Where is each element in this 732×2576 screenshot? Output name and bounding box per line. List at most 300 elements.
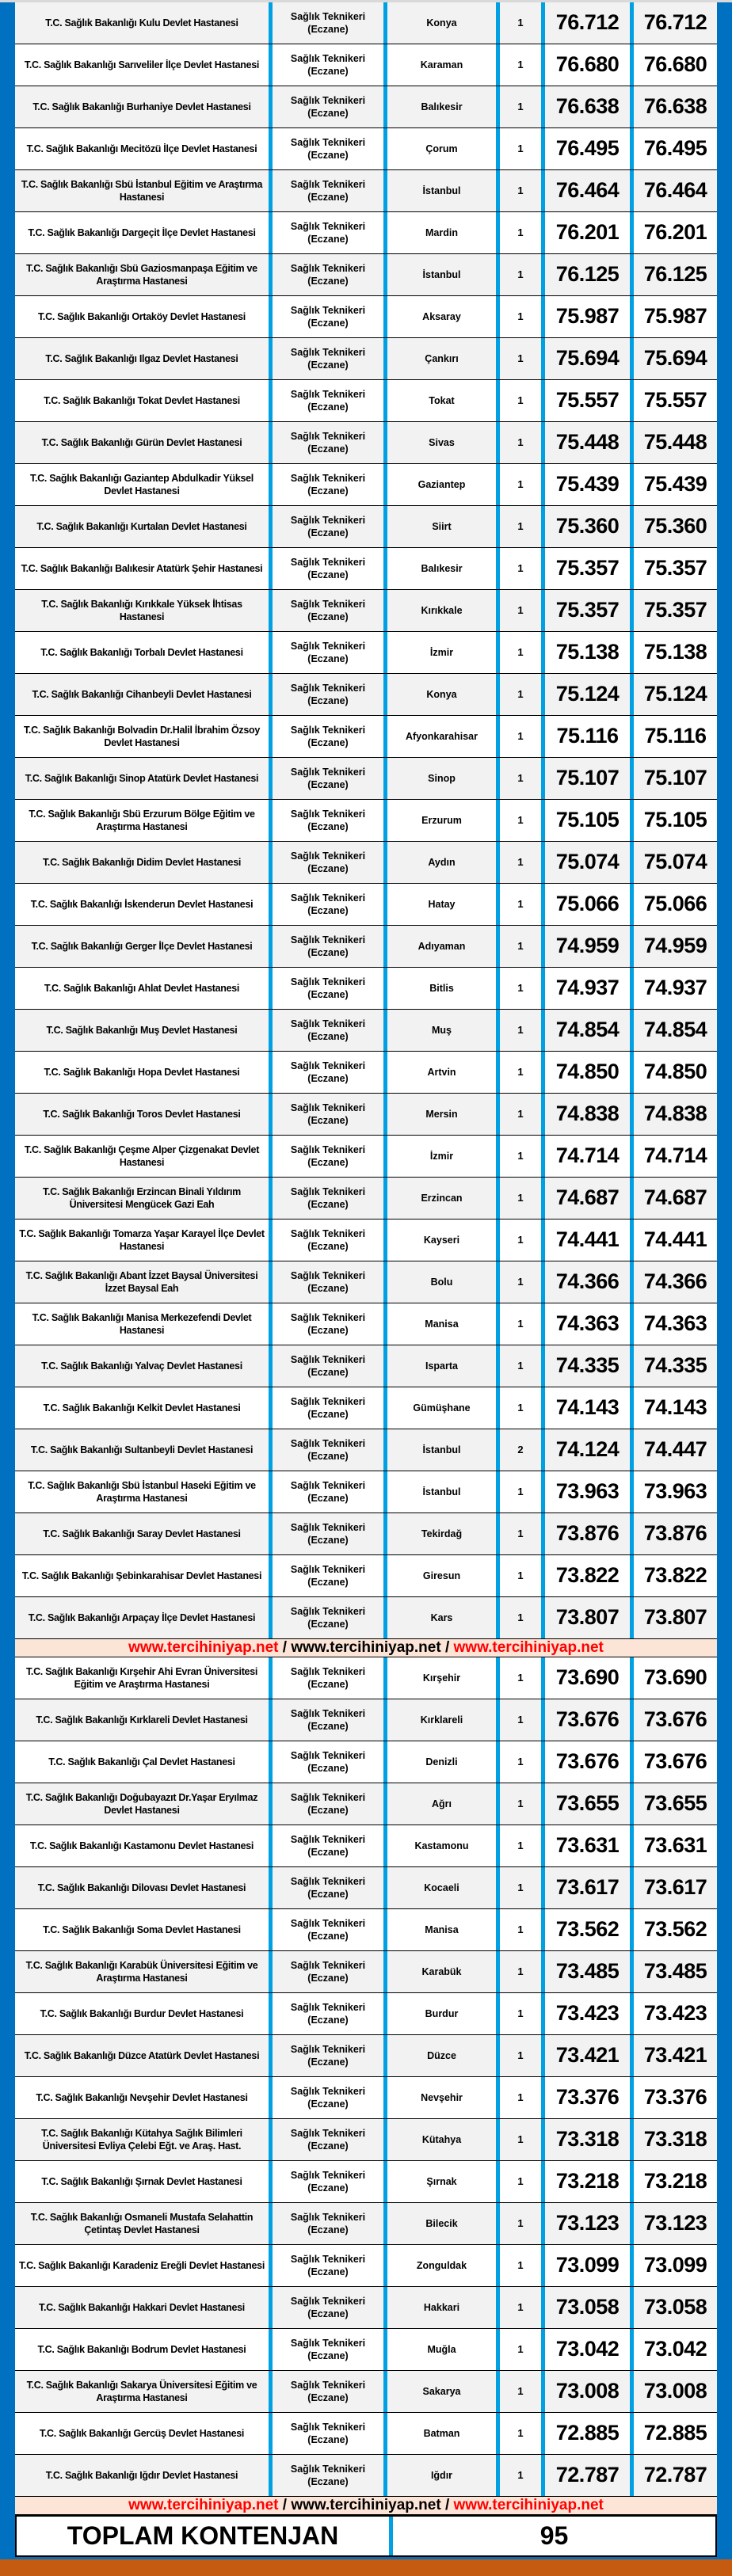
max-score: 74.335: [643, 1353, 707, 1378]
table-row: [15, 44, 717, 86]
table-body-bottom: [15, 1657, 717, 2497]
quota-count: 1: [496, 1909, 545, 1950]
max-score: 75.124: [643, 682, 707, 706]
min-score: 76.495: [545, 128, 634, 169]
hospital-name: T.C. Sağlık Bakanlığı Kırıkkale Yüksek İhtisas Hastanesi: [41, 598, 242, 622]
position-title: Sağlık Teknikeri (Eczane): [269, 2077, 387, 2118]
position-title: Sağlık Teknikeri (Eczane): [269, 1867, 387, 1908]
quota-count: 1: [496, 1657, 545, 1699]
hospital-name: T.C. Sağlık Bakanlığı Kırşehir Ahi Evran Üniversitesi Eğitim ve Araştırma Hastanesi: [25, 1665, 258, 1690]
max-score: 73.876: [643, 1521, 707, 1546]
quota-count: 1: [496, 170, 545, 211]
city: Kırklareli: [420, 1714, 463, 1726]
quota-count: 1: [496, 338, 545, 379]
position-title: Sağlık Teknikeri (Eczane): [269, 1825, 387, 1866]
min-score: 73.807: [545, 1597, 634, 1638]
city: Hatay: [428, 898, 456, 910]
city: İstanbul: [422, 1486, 461, 1497]
table-row: [15, 1867, 717, 1909]
city: Tokat: [429, 394, 455, 406]
table-row: [15, 926, 717, 968]
city: Kayseri: [423, 1234, 460, 1246]
hospital-name: T.C. Sağlık Bakanlığı Burdur Devlet Hastanesi: [40, 2007, 244, 2019]
min-score: 72.885: [545, 2413, 634, 2454]
watermark-link-1[interactable]: www.tercihiniyap.net: [128, 1639, 279, 1656]
quota-count: 1: [496, 2287, 545, 2328]
table-row: [15, 1429, 717, 1471]
city: Mersin: [425, 1108, 458, 1120]
city: Bilecik: [425, 2217, 458, 2229]
min-score: 73.042: [545, 2329, 634, 2370]
max-score: 76.495: [643, 136, 707, 161]
position-title: Sağlık Teknikeri (Eczane): [269, 422, 387, 463]
max-score: 75.107: [643, 766, 707, 790]
min-score: 73.676: [545, 1741, 634, 1783]
position-title: Sağlık Teknikeri (Eczane): [269, 1951, 387, 1992]
hospital-name: T.C. Sağlık Bakanlığı Düzce Atatürk Devlet Hastanesi: [24, 2049, 260, 2061]
position-title: Sağlık Teknikeri (Eczane): [269, 1513, 387, 1554]
hospital-name: T.C. Sağlık Bakanlığı Gaziantep Abdulkadir Yüksel Devlet Hastanesi: [30, 472, 254, 497]
position-title: Sağlık Teknikeri (Eczane): [269, 1429, 387, 1471]
quota-count: 1: [496, 506, 545, 547]
position-title: Sağlık Teknikeri (Eczane): [269, 1699, 387, 1741]
table-row: [15, 1052, 717, 1094]
min-score: 73.318: [545, 2119, 634, 2160]
quota-count: 1: [496, 1261, 545, 1303]
position-title: Sağlık Teknikeri (Eczane): [269, 1387, 387, 1429]
position-title: Sağlık Teknikeri (Eczane): [269, 254, 387, 295]
city: Artvin: [427, 1066, 456, 1078]
max-score: 75.448: [643, 430, 707, 455]
min-score: 75.105: [545, 800, 634, 841]
hospital-name: T.C. Sağlık Bakanlığı Doğubayazıt Dr.Yaşar Eryılmaz Devlet Hastanesi: [25, 1791, 258, 1816]
position-title: Sağlık Teknikeri (Eczane): [269, 1261, 387, 1303]
quota-count: 1: [496, 1513, 545, 1554]
max-score: 76.201: [643, 220, 707, 245]
position-title: Sağlık Teknikeri (Eczane): [269, 1010, 387, 1051]
position-title: Sağlık Teknikeri (Eczane): [269, 2119, 387, 2160]
quota-count: 1: [496, 1741, 545, 1783]
max-score: 74.854: [643, 1018, 707, 1042]
quota-count: 1: [496, 1303, 545, 1345]
max-score: 73.676: [643, 1707, 707, 1732]
quota-count: 1: [496, 2329, 545, 2370]
max-score: 73.822: [643, 1563, 707, 1588]
position-title: Sağlık Teknikeri (Eczane): [269, 1555, 387, 1596]
quota-count: 1: [496, 254, 545, 295]
position-title: Sağlık Teknikeri (Eczane): [269, 1597, 387, 1638]
position-title: Sağlık Teknikeri (Eczane): [269, 1178, 387, 1219]
min-score: 75.138: [545, 632, 634, 673]
max-score: 74.143: [643, 1395, 707, 1420]
max-score: 75.439: [643, 472, 707, 497]
max-score: 73.042: [643, 2337, 707, 2361]
position-title: Sağlık Teknikeri (Eczane): [269, 1303, 387, 1345]
position-title: Sağlık Teknikeri (Eczane): [269, 2455, 387, 2496]
hospital-name: T.C. Sağlık Bakanlığı Kulu Devlet Hastanesi: [45, 17, 238, 29]
watermark-row: [15, 1639, 717, 1657]
position-title: Sağlık Teknikeri (Eczane): [269, 968, 387, 1009]
hospital-name: T.C. Sağlık Bakanlığı Tokat Devlet Hastanesi: [44, 394, 240, 406]
table-row: [15, 422, 717, 464]
min-score: 74.959: [545, 926, 634, 967]
max-score: 73.485: [643, 1959, 707, 1984]
quota-count: 1: [496, 2371, 545, 2412]
min-score: 73.218: [545, 2161, 634, 2202]
city: Çankırı: [425, 352, 459, 364]
hospital-name: T.C. Sağlık Bakanlığı Sbü İstanbul Eğitim ve Araştırma Hastanesi: [21, 178, 263, 203]
hospital-name: T.C. Sağlık Bakanlığı Gercüş Devlet Hastanesi: [39, 2427, 245, 2439]
min-score: 73.876: [545, 1513, 634, 1554]
quota-count: 1: [496, 1136, 545, 1177]
city: İstanbul: [422, 1444, 461, 1455]
table-row: [15, 1657, 717, 1699]
table-row: [15, 1993, 717, 2035]
hospital-name: T.C. Sağlık Bakanlığı Torbalı Devlet Hastanesi: [40, 646, 243, 658]
table-row: [15, 2371, 717, 2413]
hospital-name: T.C. Sağlık Bakanlığı Kelkit Devlet Hastanesi: [43, 1402, 241, 1414]
quota-count: 1: [496, 716, 545, 757]
position-title: Sağlık Teknikeri (Eczane): [269, 338, 387, 379]
min-score: 73.676: [545, 1699, 634, 1741]
quota-count: 1: [496, 632, 545, 673]
city: Erzurum: [421, 814, 462, 826]
min-score: 74.850: [545, 1052, 634, 1093]
min-score: 75.107: [545, 758, 634, 799]
hospital-name: T.C. Sağlık Bakanlığı Sbü Gaziosmanpaşa Eğitim ve Araştırma Hastanesi: [26, 262, 257, 287]
table-row: [15, 2245, 717, 2287]
min-score: 73.421: [545, 2035, 634, 2076]
table-row: [15, 2413, 717, 2455]
max-score: 75.074: [643, 850, 707, 874]
table-row: [15, 1178, 717, 1220]
total-label: TOPLAM KONTENJAN: [17, 2517, 393, 2555]
hospital-name: T.C. Sağlık Bakanlığı Ilgaz Devlet Hastanesi: [45, 352, 238, 364]
quota-count: 1: [496, 1825, 545, 1866]
quota-count: 1: [496, 296, 545, 337]
table-row: [15, 296, 717, 338]
min-score: 75.074: [545, 842, 634, 883]
min-score: 75.066: [545, 884, 634, 925]
quota-count: 1: [496, 758, 545, 799]
min-score: 73.008: [545, 2371, 634, 2412]
position-title: Sağlık Teknikeri (Eczane): [269, 1783, 387, 1825]
position-title: Sağlık Teknikeri (Eczane): [269, 2, 387, 44]
quota-count: 1: [496, 800, 545, 841]
max-score: 75.357: [643, 556, 707, 580]
quota-count: 1: [496, 2035, 545, 2076]
city: Ağrı: [432, 1798, 452, 1809]
city: Manisa: [425, 1923, 459, 1935]
min-score: 74.838: [545, 1094, 634, 1135]
quota-count: 1: [496, 1052, 545, 1093]
table-row: [15, 884, 717, 926]
hospital-name: T.C. Sağlık Bakanlığı Muş Devlet Hastanesi: [46, 1024, 238, 1036]
city: Karaman: [420, 59, 463, 70]
quota-count: 1: [496, 1094, 545, 1135]
position-title: Sağlık Teknikeri (Eczane): [269, 590, 387, 631]
city: Bolu: [430, 1276, 453, 1288]
max-score: 73.376: [643, 2085, 707, 2110]
max-score: 73.690: [643, 1665, 707, 1690]
table-row: [15, 1261, 717, 1303]
max-score: 76.125: [643, 262, 707, 287]
city: Siirt: [432, 520, 452, 532]
max-score: 74.447: [643, 1437, 707, 1462]
max-score: 74.850: [643, 1060, 707, 1084]
quota-count: 1: [496, 884, 545, 925]
hospital-name: T.C. Sağlık Bakanlığı Toros Devlet Hastanesi: [43, 1108, 241, 1120]
min-score: 74.143: [545, 1387, 634, 1429]
min-score: 73.655: [545, 1783, 634, 1825]
city: Balıkesir: [421, 101, 463, 112]
hospital-name: T.C. Sağlık Bakanlığı İskenderun Devlet Hastanesi: [30, 898, 254, 910]
hospital-name: T.C. Sağlık Bakanlığı Iğdır Devlet Hastanesi: [45, 2469, 238, 2481]
position-title: Sağlık Teknikeri (Eczane): [269, 506, 387, 547]
watermark-link-3[interactable]: www.tercihiniyap.net: [453, 1639, 604, 1656]
max-score: 72.885: [643, 2421, 707, 2445]
table-row: [15, 338, 717, 380]
min-score: 76.638: [545, 86, 634, 127]
quota-count: 1: [496, 1597, 545, 1638]
table-row: [15, 1783, 717, 1825]
min-score: 73.617: [545, 1867, 634, 1908]
min-score: 75.357: [545, 548, 634, 589]
hospital-name: T.C. Sağlık Bakanlığı Arpaçay İlçe Devlet Hastanesi: [28, 1611, 256, 1623]
city: Zonguldak: [416, 2259, 467, 2271]
quota-count: 1: [496, 1387, 545, 1429]
min-score: 74.441: [545, 1220, 634, 1261]
hospital-name: T.C. Sağlık Bakanlığı Tomarza Yaşar Karayel İlçe Devlet Hastanesi: [19, 1227, 265, 1252]
max-score: 73.807: [643, 1605, 707, 1630]
min-score: 75.360: [545, 506, 634, 547]
hospital-name: T.C. Sağlık Bakanlığı Karadeniz Ereğli Devlet Hastanesi: [18, 2259, 265, 2271]
quota-count: 1: [496, 128, 545, 169]
hospital-name: T.C. Sağlık Bakanlığı Dilovası Devlet Hastanesi: [37, 1882, 246, 1893]
hospital-name: T.C. Sağlık Bakanlığı Burhaniye Devlet Hastanesi: [32, 101, 251, 112]
table-row: [15, 464, 717, 506]
quota-count: 1: [496, 2203, 545, 2244]
position-title: Sağlık Teknikeri (Eczane): [269, 2371, 387, 2412]
city: Balıkesir: [421, 562, 463, 574]
min-score: 74.714: [545, 1136, 634, 1177]
quota-count: 1: [496, 1867, 545, 1908]
position-title: Sağlık Teknikeri (Eczane): [269, 2035, 387, 2076]
hospital-name: T.C. Sağlık Bakanlığı Kurtalan Devlet Hastanesi: [36, 520, 247, 532]
min-score: 73.562: [545, 1909, 634, 1950]
city: Bitlis: [429, 982, 454, 994]
hospital-name: T.C. Sağlık Bakanlığı Sakarya Üniversitesi Eğitim ve Araştırma Hastanesi: [26, 2379, 257, 2403]
position-title: Sağlık Teknikeri (Eczane): [269, 2203, 387, 2244]
hospital-name: T.C. Sağlık Bakanlığı Sinop Atatürk Devlet Hastanesi: [25, 772, 259, 784]
quota-count: 1: [496, 674, 545, 715]
city: Sinop: [428, 772, 456, 784]
quota-count: 1: [496, 2077, 545, 2118]
table-row: [15, 1387, 717, 1429]
position-title: Sağlık Teknikeri (Eczane): [269, 1471, 387, 1512]
total-row: [15, 2515, 717, 2557]
position-title: Sağlık Teknikeri (Eczane): [269, 2287, 387, 2328]
city: Gaziantep: [417, 478, 466, 490]
watermark-separator: /: [278, 1639, 292, 1656]
position-title: Sağlık Teknikeri (Eczane): [269, 1657, 387, 1699]
max-score: 75.138: [643, 640, 707, 664]
max-score: 75.557: [643, 388, 707, 413]
max-score: 73.562: [643, 1917, 707, 1942]
quota-count: 1: [496, 1951, 545, 1992]
city: Iğdır: [430, 2469, 453, 2481]
min-score: 75.124: [545, 674, 634, 715]
min-score: 76.125: [545, 254, 634, 295]
bottom-bar: [0, 2559, 732, 2576]
min-score: 74.854: [545, 1010, 634, 1051]
min-score: 76.680: [545, 44, 634, 86]
min-score: 74.335: [545, 1345, 634, 1387]
city: Aydın: [428, 856, 456, 868]
position-title: Sağlık Teknikeri (Eczane): [269, 1909, 387, 1950]
table-row: [15, 1741, 717, 1783]
max-score: 73.099: [643, 2253, 707, 2277]
hospital-name: T.C. Sağlık Bakanlığı Şebinkarahisar Devlet Hastanesi: [21, 1570, 262, 1581]
table-row: [15, 1597, 717, 1639]
max-score: 75.360: [643, 514, 707, 538]
hospital-name: T.C. Sağlık Bakanlığı Kırklareli Devlet Hastanesi: [36, 1714, 248, 1726]
city: Konya: [426, 688, 457, 700]
table-row: [15, 1010, 717, 1052]
hospital-name: T.C. Sağlık Bakanlığı Kütahya Sağlık Bilimleri Üniversitesi Evliya Çelebi Eğt. ve Araş. Hast.: [41, 2127, 242, 2152]
hospital-name: T.C. Sağlık Bakanlığı Abant İzzet Baysal Üniversitesi İzzet Baysal Eah: [25, 1269, 258, 1294]
city: Burdur: [425, 2007, 459, 2019]
max-score: 75.105: [643, 808, 707, 832]
city: Muğla: [427, 2343, 456, 2355]
position-title: Sağlık Teknikeri (Eczane): [269, 1345, 387, 1387]
hospital-name: T.C. Sağlık Bakanlığı Çeşme Alper Çizgenakat Devlet Hastanesi: [24, 1143, 260, 1168]
min-score: 73.376: [545, 2077, 634, 2118]
min-score: 76.712: [545, 2, 634, 44]
city: Kocaeli: [424, 1882, 459, 1893]
city: Çorum: [425, 143, 458, 154]
city: Kars: [430, 1611, 453, 1623]
min-score: 75.448: [545, 422, 634, 463]
hospital-name: T.C. Sağlık Bakanlığı Didim Devlet Hastanesi: [42, 856, 242, 868]
city: Batman: [423, 2427, 460, 2439]
position-title: Sağlık Teknikeri (Eczane): [269, 674, 387, 715]
min-score: 75.694: [545, 338, 634, 379]
quota-count: 1: [496, 2245, 545, 2286]
position-title: Sağlık Teknikeri (Eczane): [269, 86, 387, 127]
city: Denizli: [425, 1756, 458, 1767]
table-row: [15, 1471, 717, 1513]
city: Sivas: [429, 436, 455, 448]
table-row: [15, 1303, 717, 1345]
max-score: 76.638: [643, 94, 707, 119]
max-score: 74.714: [643, 1143, 707, 1168]
quota-count: 1: [496, 44, 545, 86]
table-body-top: [15, 2, 717, 1639]
city: Tekirdağ: [421, 1528, 463, 1539]
hospital-name: T.C. Sağlık Bakanlığı Hakkari Devlet Hastanesi: [39, 2301, 245, 2313]
city: İstanbul: [422, 268, 461, 280]
position-title: Sağlık Teknikeri (Eczane): [269, 548, 387, 589]
position-title: Sağlık Teknikeri (Eczane): [269, 800, 387, 841]
table-row: [15, 380, 717, 422]
table-row: [15, 2455, 717, 2497]
city: Hakkari: [423, 2301, 460, 2313]
max-score: 73.421: [643, 2043, 707, 2068]
city: Kastamonu: [414, 1840, 469, 1851]
max-score: 73.123: [643, 2211, 707, 2235]
position-title: Sağlık Teknikeri (Eczane): [269, 1094, 387, 1135]
max-score: 74.366: [643, 1269, 707, 1294]
table-row: [15, 170, 717, 212]
position-title: Sağlık Teknikeri (Eczane): [269, 842, 387, 883]
hospital-name: T.C. Sağlık Bakanlığı Bodrum Devlet Hastanesi: [37, 2343, 246, 2355]
hospital-name: T.C. Sağlık Bakanlığı Ortaköy Devlet Hastanesi: [37, 310, 246, 322]
quota-count: 1: [496, 548, 545, 589]
quota-count: 1: [496, 1699, 545, 1741]
city: Gümüşhane: [413, 1402, 471, 1414]
min-score: 73.423: [545, 1993, 634, 2034]
watermark-link-1[interactable]: www.tercihiniyap.net: [128, 2497, 279, 2513]
min-score: 73.058: [545, 2287, 634, 2328]
watermark-link-2[interactable]: www.tercihiniyap.net: [291, 1639, 441, 1656]
watermark-separator: /: [440, 1639, 454, 1656]
watermark-separator: /: [278, 2497, 292, 2513]
city: Erzincan: [421, 1192, 463, 1204]
quota-count: 1: [496, 212, 545, 253]
city: Sakarya: [422, 2385, 461, 2397]
quota-count: 1: [496, 1993, 545, 2034]
max-score: 74.363: [643, 1311, 707, 1336]
city: Afyonkarahisar: [405, 730, 478, 742]
min-score: 75.116: [545, 716, 634, 757]
watermark-link-2[interactable]: www.tercihiniyap.net: [291, 2497, 441, 2513]
position-title: Sağlık Teknikeri (Eczane): [269, 2413, 387, 2454]
max-score: 74.937: [643, 976, 707, 1000]
position-title: Sağlık Teknikeri (Eczane): [269, 2245, 387, 2286]
table-row: [15, 1136, 717, 1178]
table-row: [15, 2203, 717, 2245]
position-title: Sağlık Teknikeri (Eczane): [269, 632, 387, 673]
position-title: Sağlık Teknikeri (Eczane): [269, 464, 387, 505]
min-score: 73.485: [545, 1951, 634, 1992]
min-score: 73.822: [545, 1555, 634, 1596]
table-row: [15, 800, 717, 842]
max-score: 75.357: [643, 598, 707, 622]
hospital-name: T.C. Sağlık Bakanlığı Sbü İstanbul Haseki Eğitim ve Araştırma Hastanesi: [28, 1479, 256, 1504]
min-score: 73.963: [545, 1471, 634, 1512]
quota-count: 1: [496, 1471, 545, 1512]
max-score: 72.787: [643, 2463, 707, 2487]
min-score: 72.787: [545, 2455, 634, 2496]
position-title: Sağlık Teknikeri (Eczane): [269, 2329, 387, 2370]
city: İzmir: [429, 646, 454, 658]
min-score: 73.099: [545, 2245, 634, 2286]
min-score: 74.687: [545, 1178, 634, 1219]
quota-count: 1: [496, 842, 545, 883]
table-row: [15, 716, 717, 758]
watermark-link-3[interactable]: www.tercihiniyap.net: [453, 2497, 604, 2513]
city: Adıyaman: [417, 940, 466, 952]
table-row: [15, 2329, 717, 2371]
hospital-name: T.C. Sağlık Bakanlığı Saray Devlet Hastanesi: [43, 1528, 241, 1539]
hospital-name: T.C. Sağlık Bakanlığı Bolvadin Dr.Halil İbrahim Özsoy Devlet Hastanesi: [23, 724, 261, 748]
hospital-name: T.C. Sağlık Bakanlığı Sultanbeyli Devlet Hastanesi: [30, 1444, 254, 1455]
position-title: Sağlık Teknikeri (Eczane): [269, 128, 387, 169]
city: Kırşehir: [422, 1672, 461, 1684]
max-score: 73.617: [643, 1875, 707, 1900]
quota-count: 1: [496, 86, 545, 127]
